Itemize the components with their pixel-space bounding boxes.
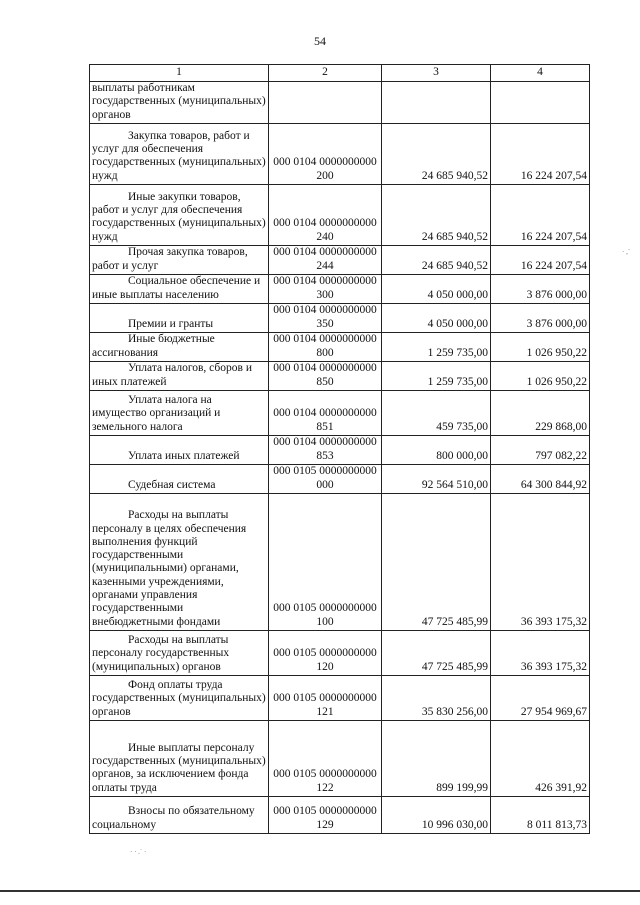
row-code — [269, 82, 382, 124]
row-value-col3: 47 725 485,99 — [382, 493, 491, 630]
row-name: Уплата налога на имущество организаций и земельного налога — [92, 394, 221, 433]
row-value-col4: 16 224 207,54 — [491, 245, 590, 274]
row-name-cell — [90, 82, 269, 124]
row-name: Судебная система — [128, 478, 216, 491]
table-row — [90, 493, 590, 630]
table-row — [90, 274, 590, 303]
row-name-cell — [90, 274, 269, 303]
table-row — [90, 184, 590, 245]
row-name: Закупка товаров, работ и услуг для обеспечения государственных (муниципальных) нужд — [92, 129, 266, 182]
row-value-col3: 24 685 940,52 — [382, 245, 491, 274]
row-code: 000 0104 0000000000 800 — [269, 332, 382, 361]
row-name-cell — [90, 464, 269, 493]
table-row — [90, 303, 590, 332]
row-code: 000 0104 0000000000 851 — [269, 390, 382, 435]
row-name-cell — [90, 435, 269, 464]
table-body — [90, 82, 590, 834]
row-name-cell — [90, 332, 269, 361]
row-code: 000 0105 0000000000 100 — [269, 493, 382, 630]
row-name: Взносы по обязательному социальному — [92, 805, 255, 831]
row-value-col3: 24 685 940,52 — [382, 184, 491, 245]
table-row — [90, 332, 590, 361]
row-name-cell — [90, 630, 269, 675]
table-row — [90, 796, 590, 833]
row-value-col4: 16 224 207,54 — [491, 123, 590, 184]
row-name-cell — [90, 796, 269, 833]
row-name-cell — [90, 303, 269, 332]
row-code: 000 0105 0000000000 129 — [269, 796, 382, 833]
table-row — [90, 720, 590, 796]
row-value-col3: 459 735,00 — [382, 390, 491, 435]
row-code: 000 0105 0000000000 000 — [269, 464, 382, 493]
row-value-col3: 47 725 485,99 — [382, 630, 491, 675]
row-value-col3: 1 259 735,00 — [382, 332, 491, 361]
bottom-scan-edge — [0, 890, 640, 892]
scan-artifact-bottom: · · .˙ · — [130, 848, 147, 856]
row-value-col3: 10 996 030,00 — [382, 796, 491, 833]
row-name-cell — [90, 493, 269, 630]
row-value-col4: 36 393 175,32 — [491, 493, 590, 630]
row-value-col4: 229 868,00 — [491, 390, 590, 435]
row-value-col4: 3 876 000,00 — [491, 274, 590, 303]
row-name: Расходы на выплаты персоналу государственных (муниципальных) органов — [92, 634, 230, 673]
row-name: Уплата налогов, сборов и иных платежей — [92, 362, 252, 388]
table-row — [90, 464, 590, 493]
row-name-cell — [90, 123, 269, 184]
table-row — [90, 390, 590, 435]
column-header-4: 4 — [491, 65, 590, 82]
row-code: 000 0104 0000000000 350 — [269, 303, 382, 332]
row-value-col3: 1 259 735,00 — [382, 361, 491, 390]
row-name: Иные выплаты персоналу государственных (муниципальных) органов, за исключением фонда оплаты труда — [92, 741, 266, 794]
row-value-col3 — [382, 82, 491, 124]
row-value-col3: 4 050 000,00 — [382, 274, 491, 303]
row-value-col4: 3 876 000,00 — [491, 303, 590, 332]
table-row — [90, 630, 590, 675]
row-name: Расходы на выплаты персоналу в целях обеспечения выполнения функций государственными (муниципальными) органами, казенными учреждениями, органами управления государственными внебюджетными фондами — [92, 509, 247, 628]
row-value-col3: 24 685 940,52 — [382, 123, 491, 184]
table-row — [90, 245, 590, 274]
row-value-col4 — [491, 82, 590, 124]
row-value-col3: 35 830 256,00 — [382, 675, 491, 720]
scan-artifact-right: · ,ˊ — [622, 248, 631, 256]
row-code: 000 0104 0000000000 853 — [269, 435, 382, 464]
row-value-col4: 1 026 950,22 — [491, 361, 590, 390]
row-name: выплаты работникам государственных (муниципальных) органов — [92, 82, 266, 121]
row-name-cell — [90, 390, 269, 435]
row-name-cell — [90, 361, 269, 390]
row-name-cell — [90, 184, 269, 245]
row-name: Иные бюджетные ассигнования — [92, 333, 215, 359]
table-row — [90, 435, 590, 464]
row-value-col3: 92 564 510,00 — [382, 464, 491, 493]
row-name: Иные закупки товаров, работ и услуг для обеспечения государственных (муниципальных) нужд — [92, 190, 266, 243]
row-name: Премии и гранты — [128, 317, 214, 330]
row-value-col4: 797 082,22 — [491, 435, 590, 464]
row-name: Уплата иных платежей — [128, 449, 240, 462]
table-row — [90, 675, 590, 720]
row-value-col4: 8 011 813,73 — [491, 796, 590, 833]
row-value-col3: 800 000,00 — [382, 435, 491, 464]
row-code: 000 0104 0000000000 850 — [269, 361, 382, 390]
row-name-cell — [90, 245, 269, 274]
row-value-col4: 64 300 844,92 — [491, 464, 590, 493]
row-code: 000 0104 0000000000 200 — [269, 123, 382, 184]
table-row — [90, 361, 590, 390]
column-header-1: 1 — [90, 65, 269, 82]
row-value-col4: 426 391,92 — [491, 720, 590, 796]
row-name: Прочая закупка товаров, работ и услуг — [92, 246, 248, 272]
column-header-3: 3 — [382, 65, 491, 82]
row-value-col4: 16 224 207,54 — [491, 184, 590, 245]
table-row — [90, 82, 590, 124]
page-number: 54 — [314, 34, 326, 48]
row-code: 000 0104 0000000000 244 — [269, 245, 382, 274]
row-code: 000 0105 0000000000 120 — [269, 630, 382, 675]
table-header-row — [90, 65, 590, 82]
row-value-col4: 27 954 969,67 — [491, 675, 590, 720]
row-code: 000 0105 0000000000 122 — [269, 720, 382, 796]
row-value-col4: 1 026 950,22 — [491, 332, 590, 361]
row-value-col3: 4 050 000,00 — [382, 303, 491, 332]
row-name-cell — [90, 720, 269, 796]
row-name: Социальное обеспечение и иные выплаты населению — [92, 275, 261, 301]
column-header-2: 2 — [269, 65, 382, 82]
row-code: 000 0104 0000000000 300 — [269, 274, 382, 303]
table-row — [90, 123, 590, 184]
budget-table — [89, 64, 590, 834]
row-code: 000 0104 0000000000 240 — [269, 184, 382, 245]
row-name-cell — [90, 675, 269, 720]
row-code: 000 0105 0000000000 121 — [269, 675, 382, 720]
row-value-col3: 899 199,99 — [382, 720, 491, 796]
row-name: Фонд оплаты труда государственных (муниципальных) органов — [92, 679, 266, 718]
row-value-col4: 36 393 175,32 — [491, 630, 590, 675]
